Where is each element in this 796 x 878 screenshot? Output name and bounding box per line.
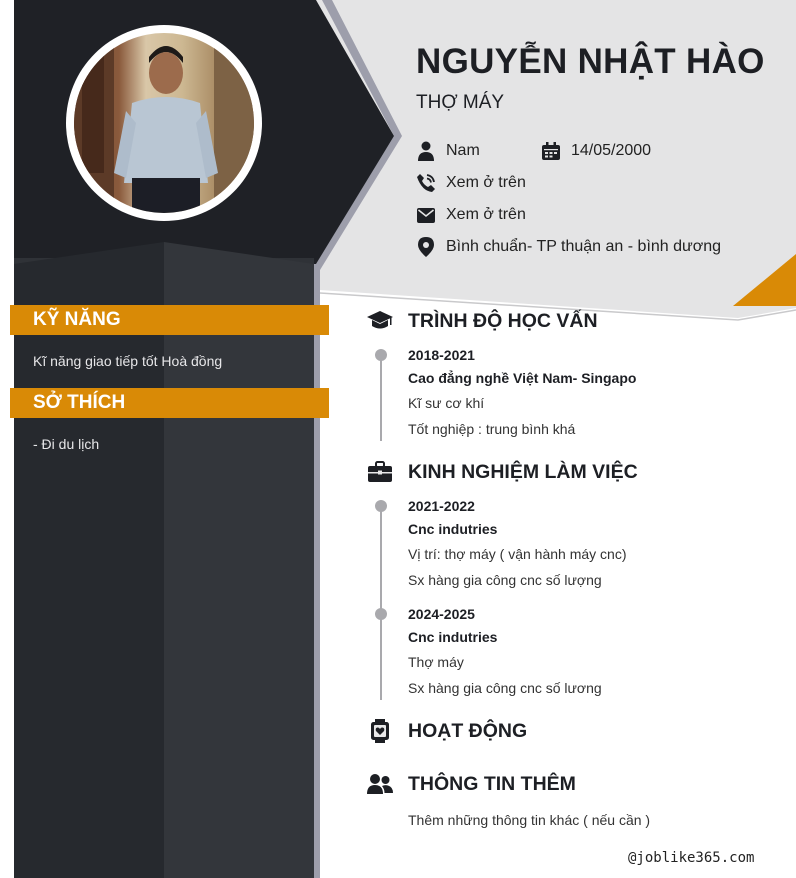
person-silhouette-icon xyxy=(74,33,254,213)
email-text: Xem ở trên xyxy=(446,206,526,223)
experience-title: KINH NGHIỆM LÀM VIỆC xyxy=(408,461,638,483)
education-dot xyxy=(375,349,387,361)
birthdate-text: 14/05/2000 xyxy=(571,142,652,159)
education-line: Tốt nghiệp : trung bình khá xyxy=(408,421,576,437)
experience-line: Sx hàng gia công cnc số lương xyxy=(408,680,602,696)
experience-line: Sx hàng gia công cnc số lượng xyxy=(408,572,602,588)
education-timeline xyxy=(380,355,382,441)
users-icon xyxy=(367,772,393,796)
skills-title: KỸ NĂNG xyxy=(10,305,329,335)
experience-company: Cnc indutries xyxy=(408,629,498,645)
candidate-name: NGUYỄN NHẬT HÀO xyxy=(416,42,765,81)
phone-row xyxy=(416,173,526,193)
hobbies-title: SỞ THÍCH xyxy=(10,388,329,418)
additional-text: Thêm những thông tin khác ( nếu cần ) xyxy=(408,812,651,828)
phone-icon xyxy=(416,173,436,193)
activities-title: HOẠT ĐỘNG xyxy=(408,720,528,742)
avatar xyxy=(66,25,262,221)
user-icon xyxy=(416,141,436,161)
additional-title: THÔNG TIN THÊM xyxy=(408,773,576,795)
briefcase-icon xyxy=(367,460,393,484)
avatar-photo xyxy=(74,33,254,213)
education-line: Kĩ sư cơ khí xyxy=(408,395,485,411)
experience-date: 2021-2022 xyxy=(408,498,475,514)
candidate-role: THỢ MÁY xyxy=(416,92,505,113)
envelope-icon xyxy=(416,205,436,225)
experience-company: Cnc indutries xyxy=(408,521,498,537)
sidebar-edge xyxy=(314,264,320,878)
skills-text: Kĩ năng giao tiếp tốt Hoà đồng xyxy=(33,353,223,369)
experience-timeline xyxy=(380,506,382,700)
heart-badge-icon xyxy=(367,719,393,743)
birthdate-row xyxy=(541,141,651,161)
gender-row xyxy=(416,141,480,161)
education-school: Cao đẳng nghề Việt Nam- Singapo xyxy=(408,370,637,386)
education-title: TRÌNH ĐỘ HỌC VẤN xyxy=(408,310,598,332)
graduation-cap-icon xyxy=(367,309,393,333)
experience-line: Thợ máy xyxy=(408,654,464,670)
experience-dot xyxy=(375,500,387,512)
calendar-icon xyxy=(541,141,561,161)
address-row xyxy=(416,237,721,257)
email-row xyxy=(416,205,526,225)
watermark: @joblike365.com xyxy=(628,850,755,866)
experience-date: 2024-2025 xyxy=(408,606,475,622)
phone-text: Xem ở trên xyxy=(446,174,526,191)
experience-line: Vị trí: thợ máy ( vận hành máy cnc) xyxy=(408,546,627,562)
sidebar-left-strip xyxy=(14,242,164,878)
address-text: Bình chuẩn- TP thuận an - bình dương xyxy=(446,238,722,255)
gender-text: Nam xyxy=(446,142,480,159)
sidebar-right-strip xyxy=(164,242,314,878)
experience-dot xyxy=(375,608,387,620)
hobbies-text: - Đi du lịch xyxy=(33,436,100,452)
education-date: 2018-2021 xyxy=(408,347,475,363)
map-pin-icon xyxy=(416,237,436,257)
